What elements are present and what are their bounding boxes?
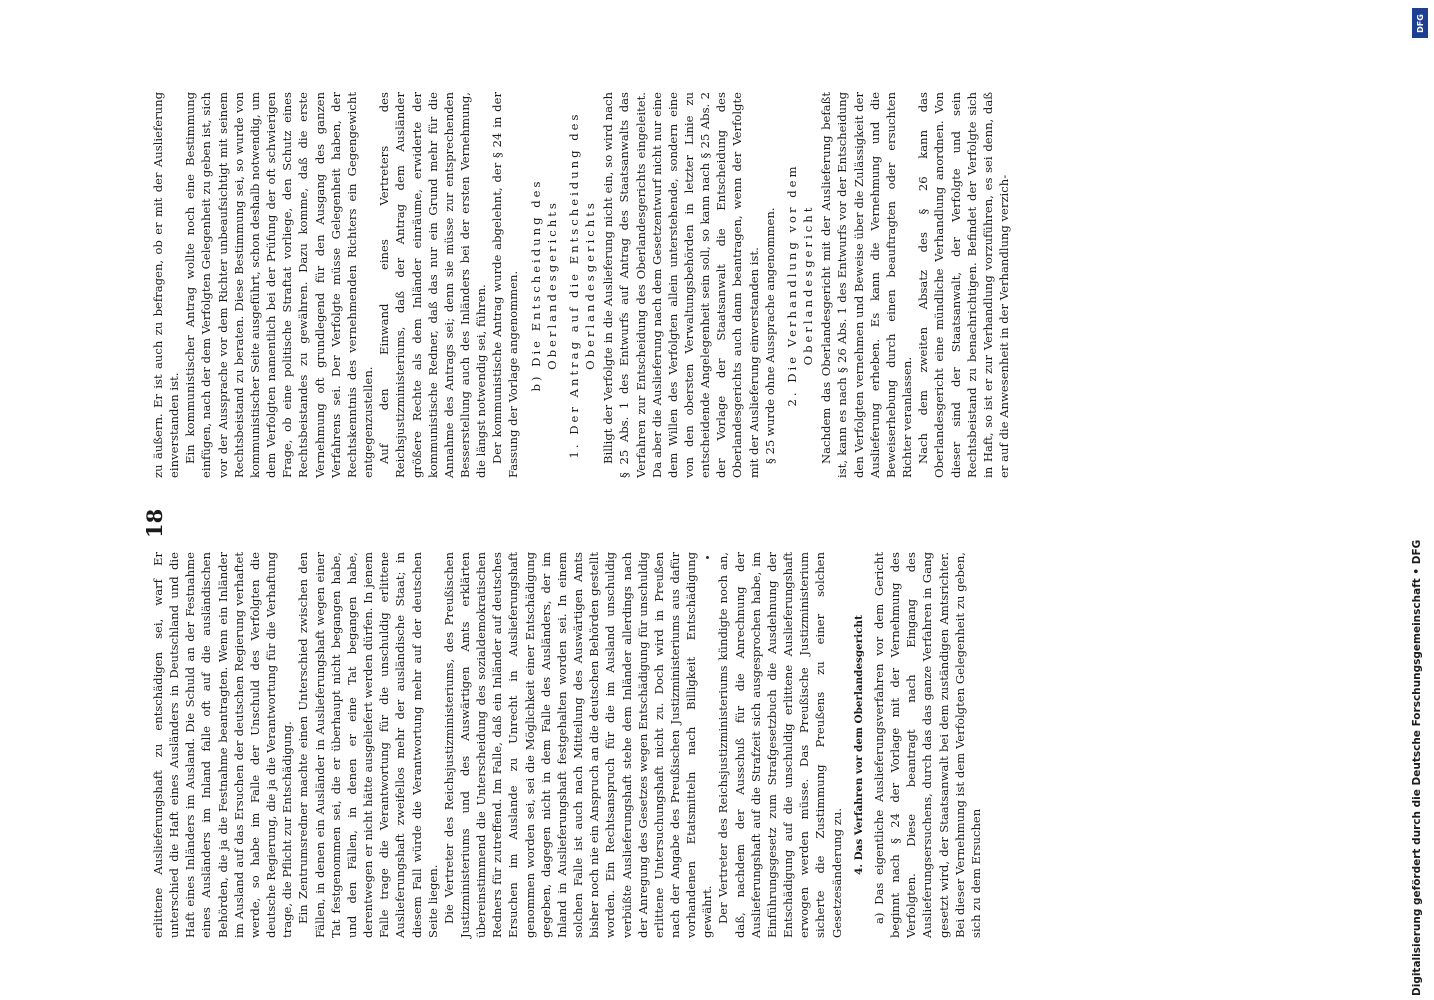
dfg-credit-abbr: DFG — [1411, 539, 1423, 565]
right-paragraph-2: Ein kommunistischer Antrag wollte noch eine Bestimmung einfügen, nach der dem Verfolgten Gelegenheit zu geben ist, sich vor der Aussprache vor dem Richter unbeaufsichtigt mit seinem Rechtsbeistand zu beraten. Diese Bestimmung sei, so wurde von kommunistischer Seite ausgeführt, schon deshalb notwendig, um dem Verfolgten namentlich bei der Prüfung der oft schwierigen Frage, ob eine politische Straftat vorliege, den Schutz eines Rechtsbeistandes zu gewähren. Dazu komme, daß die erste Vernehmung oft grundlegend für den Ausgang des ganzen Verfahrens sei. Der Verfolgte müsse Gelegenheit haben, der Rechtskenntnis des vernehmenden Richters ein Gegengewicht entgegenzustellen. — [183, 92, 376, 478]
scan-speck — [706, 556, 709, 559]
right-paragraph-b1b: § 25 wurde ohne Aussprache angenommen. — [762, 207, 777, 464]
dfg-credit-text: Digitalisierung gefördert durch die Deutsche Forschungsgemeinschaft — [1411, 578, 1423, 996]
heading-b2: 2. Die Verhandlung vor dem Oberlandesgericht — [784, 163, 816, 407]
scanned-page — [140, 90, 1325, 938]
left-column — [150, 552, 984, 938]
left-paragraph-3: Die Vertreter des Reichsjustizministeriums, des Preußischen Justizministeriums und des Auswärtigen Amts erklärten übereinstimmend die Unterscheidung des sozialdemokratischen Redners für zutreffend. Im Falle, daß ein Inländer auf deutsches Ersuchen im Auslande zu Unrecht in Auslieferungshaft genommen worden sei, sei die Möglichkeit einer Entschädigung gegeben, dagegen nicht in dem Falle des Ausländers, der im Inland in Auslieferungshaft festgehalten worden sei. In einem solchen Falle ist auch nach Mitteilung des Auswärtigen Amts bisher noch nie ein Anspruch an die deutschen Behörden gestellt worden. Ein Rechtsanspruch für die im Ausland unschuldig verbüßte Auslieferungshaft stehe dem Inländer allerdings nach der Anregung des Gesetzes wegen Entschädigung für unschuldig erlittene Untersuchungshaft nicht zu. Doch wird in Preußen nach der Angabe des Preußischen Justizministeriums aus dafür vorhandenen Etatsmitteln nach Billigkeit Entschädigung gewährt. — [441, 552, 715, 938]
right-paragraph-3: Auf den Einwand eines Vertreters des Reichsjustizministeriums, daß der Antrag dem Ausländer größere Rechte als dem Inländer einräume, erwiderte der kommunistische Redner, daß das nur ein Grund mehr für die Annahme des Antrags sei; denn sie müsse zur entsprechenden Besserstellung auch des Inländers bei der ersten Vernehmung, die längst notwendig sei, führen. — [377, 92, 489, 478]
right-paragraph-1: zu äußern. Er ist auch zu befragen, ob er mit der Auslieferung einverstanden ist. — [151, 92, 182, 478]
left-paragraph-1: erlittene Auslieferungshaft zu entschädigen sei, warf Er unterschied die Haft eines Ausländers in Deutschland und die Haft eines Inländers im Ausland. Die Schuld an der Festnahme eines Ausländers im Inland falle oft auf die ausländischen Behörden, die ja die Festnahme beantragten. Wenn ein Inländer im Ausland auf das Ersuchen der deutschen Regierung verhaftet werde, so habe im Falle der Unschuld des Verfolgten die deutsche Regierung, die ja die Verantwortung für die Verhaftung trage, die Pflicht zur Entschädigung. — [151, 552, 295, 938]
page-number: 18 — [142, 508, 167, 538]
right-column — [150, 92, 1012, 478]
right-paragraph-b1: Billigt der Verfolgte in die Auslieferung nicht ein, so wird nach § 25 Abs. 1 des Entwurfs auf Antrag des Staatsanwalts das Verfahren zur Entscheidung des Oberlandesgerichts eingeleitet. Da aber die Auslieferung nach dem Gesetzentwurf nicht nur eine dem Willen des Verfolgten allein unterstehende, sondern eine von den obersten Verwaltungsbehörden in letzter Linie zu entscheidende Angelegenheit sein soll, so kann nach § 25 Abs. 2 der Vorlage der Staatsanwalt die Entscheidung des Oberlandesgerichts auch dann beantragen, wenn der Verfolgte mit der Auslieferung einverstanden ist. — [601, 92, 761, 478]
left-paragraph-2: Ein Zentrumsredner machte einen Unterschied zwischen den Fällen, in denen ein Ausländer in Auslieferungshaft wegen einer Tat festgenommen sei, die er überhaupt nicht begangen habe, und den Fällen, in denen er eine Tat begangen habe, derentwegen er nicht hätte ausgeliefert werden dürfen. In jenem Falle trage die Verantwortung für die unschuldig erlittene Auslieferungshaft zweifellos mehr der ausländische Staat; in diesem Fall würde die Verantwortung mehr auf der deutschen Seite liegen. — [296, 552, 440, 938]
heading-b1: 1. Der Antrag auf die Entscheidung des Oberlandesgerichts — [566, 111, 598, 459]
dfg-logo-icon — [1412, 8, 1428, 38]
section-heading: 4. Das Verfahren vor dem Oberlandesgericht — [852, 615, 865, 875]
right-paragraph-b2b: Nach dem zweiten Absatz des § 26 kann das Oberlandesgericht eine mündliche Verhandlung anordnen. Von dieser sind der Staatsanwalt, der Verfolgte und sein Rechtsbeistand zu benachrichtigen. Befindet der Verfolgte sich in Haft, so ist er zur Verhandlung vorzuführen, es sei denn, daß er auf die Anwesenheit in der Verhandlung verzich- — [916, 92, 1011, 478]
dfg-sidebar — [1407, 0, 1434, 1000]
dfg-separator: • — [1411, 564, 1423, 579]
heading-b: b) Die Entscheidung des Oberlandesgerichts — [528, 178, 559, 392]
right-paragraph-b2: Nachdem das Oberlandesgericht mit der Auslieferung befaßt ist, kann es nach § 26 Abs. 1 des Entwurfs vor der Entscheidung den Verfolgten vernehmen und Beweise über die Zulässigkeit der Auslieferung erheben. Es kann die Vernehmung und die Beweiserhebung durch einen beauftragten oder ersuchten Richter veranlassen. — [819, 92, 915, 478]
dfg-credit-line — [1411, 6, 1423, 996]
right-paragraph-4: Der kommunistische Antrag wurde abgelehnt, der § 24 in der Fassung der Vorlage angenommen. — [490, 92, 521, 478]
dfg-logo-text: DFG — [1415, 13, 1425, 33]
left-section-paragraph: a) Das eigentliche Auslieferungsverfahren vor dem Gericht beginnt nach § 24 der Vorlage mit der Vernehmung des Verfolgten. Diese beantragt nach Eingang des Auslieferungsersuchens, durch das das ganze Verfahren in Gang gesetzt wird, der Staatsanwalt bei dem zuständigen Amtsrichter. Bei dieser Vernehmung ist dem Verfolgten Gelegenheit zu geben, sich zu dem Ersuchen — [871, 552, 983, 938]
left-paragraph-4: Der Vertreter des Reichsjustizministeriums kündigte noch an, daß, nachdem der Ausschuß für die Anrechnung der Auslieferungshaft auf die Strafzeit sich ausgesprochen habe, im Einführungsgesetz zum Strafgesetzbuch die Ausdehnung der Entschädigung auf die unschuldig erlittene Auslieferungshaft erwogen werden müsse. Das Preußische Justizministerium sicherte die Zustimmung Preußens zu einer solchen Gesetzesänderung zu. — [716, 552, 844, 938]
